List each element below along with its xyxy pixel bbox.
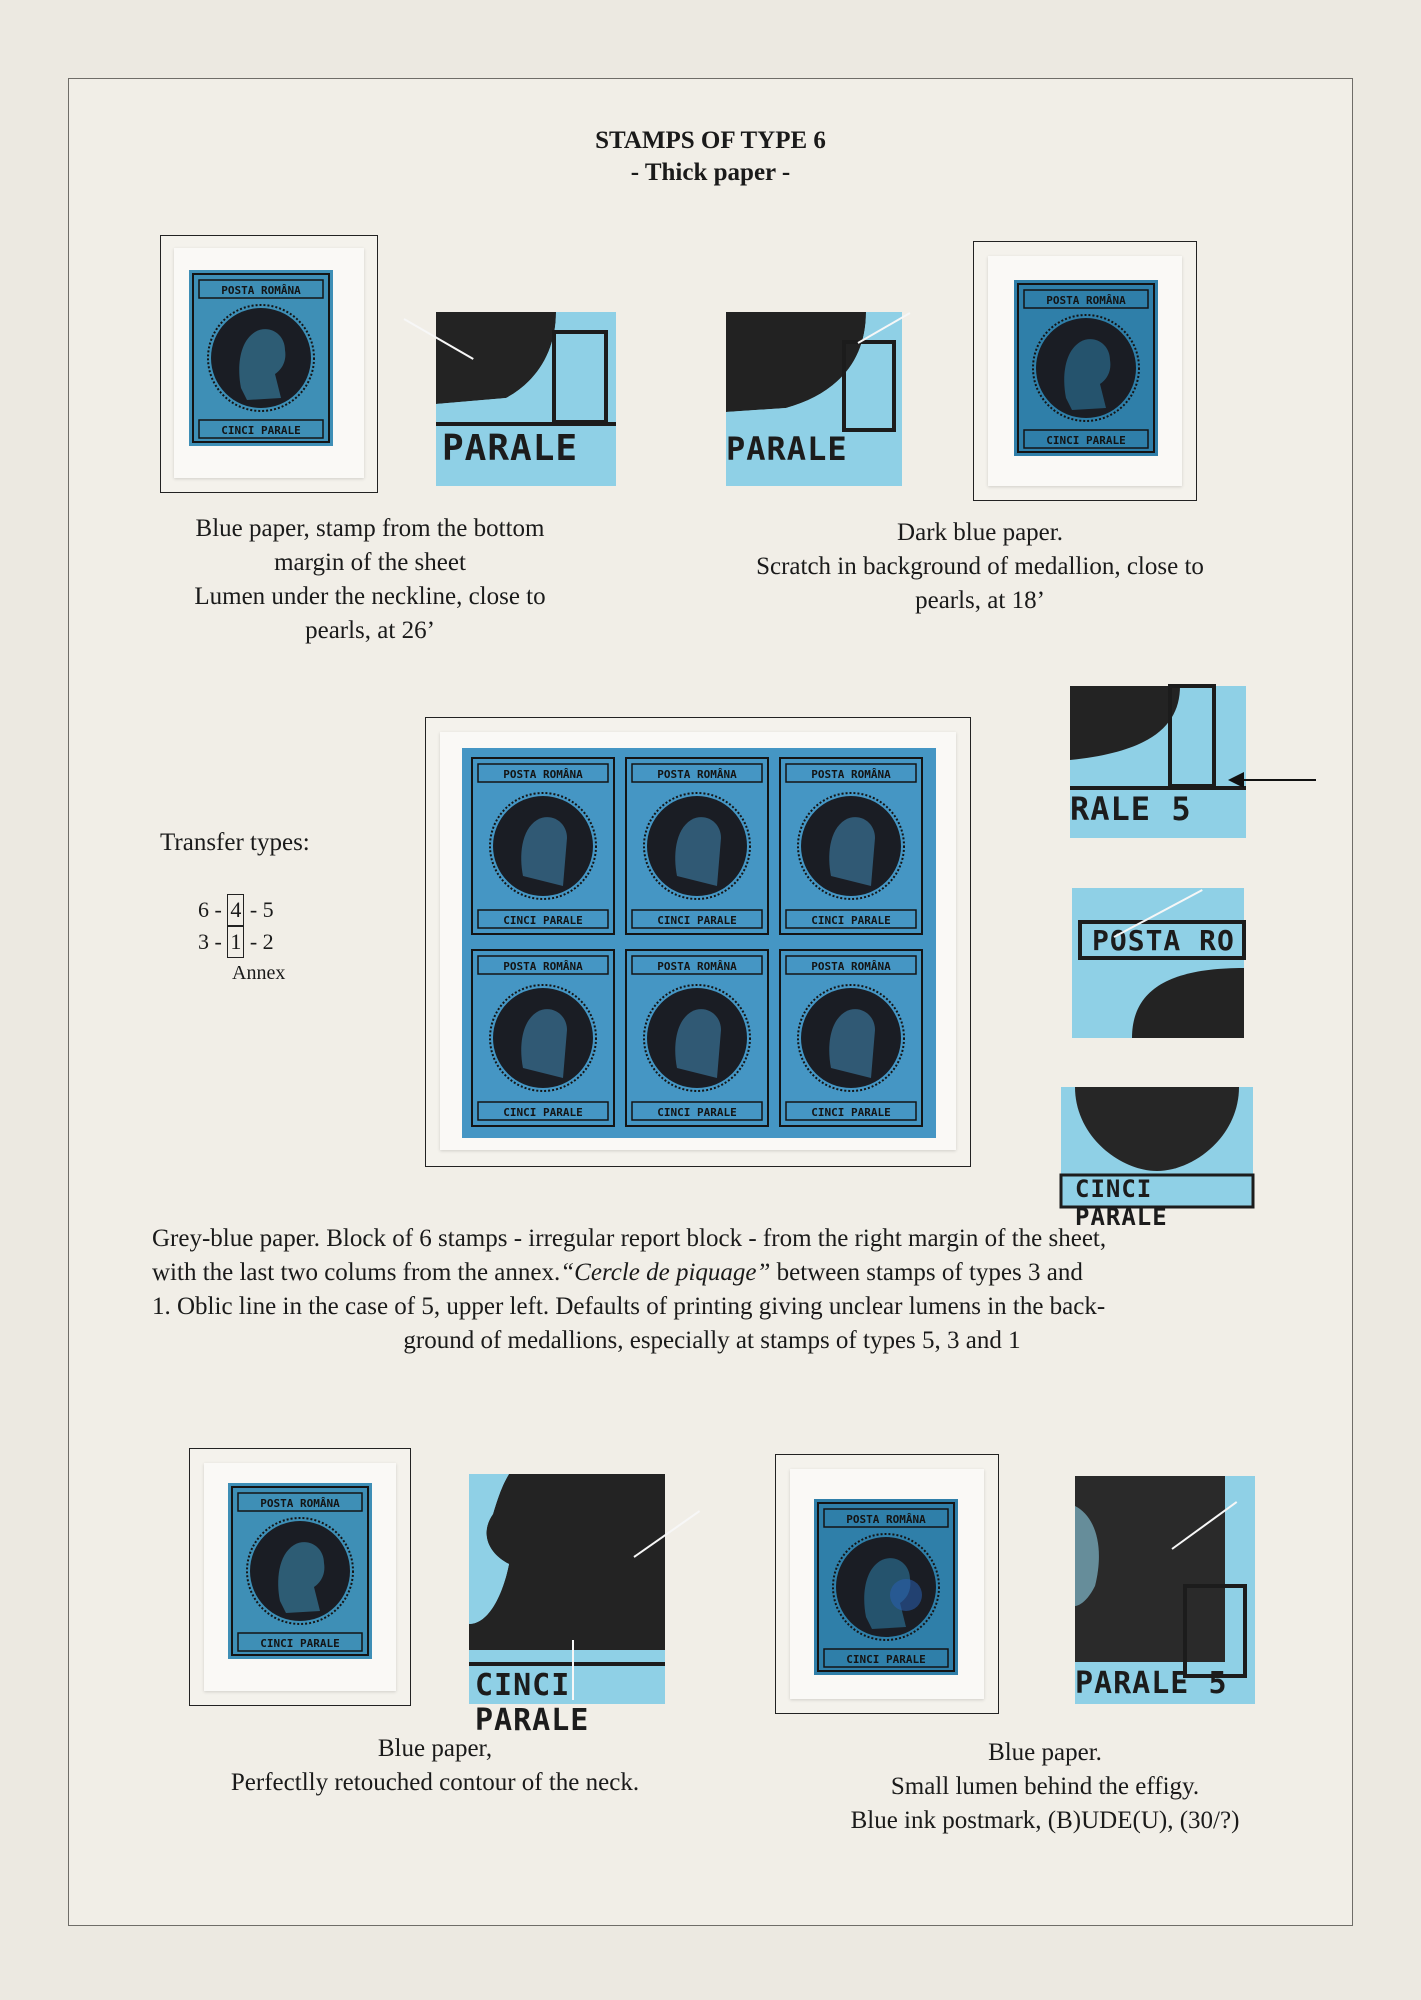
zoom-detail-icon (1072, 888, 1244, 1038)
block-stamp-top-text: POSTA ROMÂNA (503, 960, 583, 973)
transfer-cell: - 5 (249, 897, 274, 922)
stamp-top-right (1014, 280, 1158, 456)
caption-block (152, 1222, 1272, 1358)
stamp-bottom-text: CINCI PARALE (846, 1653, 926, 1666)
caption-line: Blue paper, (377, 1735, 493, 1762)
caption-line: Blue paper, stamp from the bottom (195, 515, 545, 542)
arrow-up-icon (572, 1640, 574, 1700)
transfer-cell-boxed: 4 (227, 894, 244, 926)
caption-bottom-left (185, 1732, 685, 1800)
block-stamp-bottom-text: CINCI PARALE (657, 1106, 737, 1119)
caption-line: pearls, at 18’ (915, 587, 1045, 614)
block-stamp-bottom-text: CINCI PARALE (811, 1106, 891, 1119)
title-text: STAMPS OF TYPE 6 (595, 127, 826, 154)
stamp-top-text: POSTA ROMÂNA (846, 1513, 926, 1526)
block-stamp (780, 758, 922, 934)
caption-line: Dark blue paper. (897, 519, 1063, 546)
block-stamp (626, 758, 768, 934)
caption-line: Perfectlly retouched contour of the neck. (230, 1769, 640, 1796)
block-stamp-top-text: POSTA ROMÂNA (811, 768, 891, 781)
stamp-block (462, 748, 936, 1138)
stamp-design-icon (228, 1483, 372, 1659)
zoom-parale-text: PARALE (442, 428, 579, 469)
caption-line: Lumen under the neckline, close to (194, 583, 546, 610)
stamp-mount-bottom-right (775, 1454, 999, 1714)
zoom-parale-label: PARALE (1075, 1666, 1190, 1701)
zoom-medallion-lumens (1061, 1087, 1253, 1231)
caption-fragment: with the last two colums from the annex. (152, 1259, 561, 1286)
zoom-retouched-neck (469, 1474, 665, 1738)
zoom-lumen-behind-effigy (1075, 1476, 1255, 1704)
stamp-design-icon (189, 270, 333, 446)
block-stamp-bottom-text: CINCI PARALE (503, 1106, 583, 1119)
zoom-rale-text (1070, 790, 1192, 828)
stamp-design-icon (1014, 280, 1158, 456)
block-mount (425, 717, 971, 1167)
stamp-mount-top-right (973, 241, 1197, 501)
caption-bottom-right (790, 1736, 1300, 1838)
caption-line: Blue ink postmark, (B)UDE(U), (30/?) (850, 1807, 1240, 1834)
stamp-design-icon (814, 1499, 958, 1675)
block-stamp-bottom-text: CINCI PARALE (503, 914, 583, 927)
block-stamp (626, 950, 768, 1126)
caption-line: Blue paper. (988, 1739, 1102, 1766)
caption-italic: “Cercle de piquage” (560, 1259, 771, 1286)
transfer-row (198, 894, 274, 926)
stamp-top-text: POSTA ROMÂNA (260, 1497, 340, 1510)
transfer-grid (198, 894, 274, 958)
transfer-types-label: Transfer types: (160, 829, 310, 856)
caption-line (152, 1256, 1272, 1290)
caption-line: Small lumen behind the effigy. (890, 1773, 1200, 1800)
transfer-cell-boxed: 1 (227, 926, 244, 958)
stamp-bottom-text: CINCI PARALE (260, 1637, 340, 1650)
caption-line: pearls, at 26’ (305, 617, 435, 644)
transfer-cell: 3 - (198, 929, 222, 954)
zoom-cinci-parale-text: CINCI PARALE (475, 1668, 590, 1738)
arrowhead-icon (1228, 772, 1244, 788)
stamp-top-left (189, 270, 333, 446)
subtitle-text: - Thick paper - (630, 159, 791, 186)
block-stamp-top-text: POSTA ROMÂNA (657, 960, 737, 973)
block-stamp (472, 950, 614, 1126)
zoom-cinci-parale-text: CINCI PARALE (1075, 1175, 1168, 1231)
caption-line: margin of the sheet (274, 549, 466, 576)
caption-line: Scratch in background of medallion, close to (756, 553, 1204, 580)
stamp-bottom-text: CINCI PARALE (221, 424, 301, 437)
zoom-parale-text: PARALE (726, 430, 848, 468)
caption-fragment: between stamps of types 3 and (770, 1259, 1083, 1286)
block-stamp-top-text: POSTA ROMÂNA (503, 768, 583, 781)
block-stamp-bottom-text: CINCI PARALE (811, 914, 891, 927)
zoom-scratch-medallion (726, 312, 902, 486)
stamp-bottom-right (814, 1499, 958, 1675)
zoom-rale-label: RALE (1070, 790, 1152, 828)
transfer-cell: - 2 (249, 929, 274, 954)
transfer-row (198, 926, 274, 958)
page-title (0, 125, 1421, 189)
stamp-bottom-text: CINCI PARALE (1046, 434, 1126, 447)
stamp-bottom-left (228, 1483, 372, 1659)
block-stamp-bottom-text: CINCI PARALE (657, 914, 737, 927)
caption-line: ground of medallions, especially at stamps of types 5, 3 and 1 (403, 1327, 1021, 1354)
block-stamp-top-text: POSTA ROMÂNA (811, 960, 891, 973)
stamp-top-text: POSTA ROMÂNA (221, 284, 301, 297)
zoom-five-label: 5 (1208, 1666, 1228, 1701)
block-stamp (780, 950, 922, 1126)
zoom-parale-five-text (1075, 1666, 1228, 1701)
stamp-block-icon (462, 748, 936, 1138)
zoom-lumen-neckline (436, 312, 616, 486)
caption-top-right (700, 516, 1260, 618)
caption-line: 1. Oblic line in the case of 5, upper left. Defaults of printing giving unclear lumens in the back- (152, 1293, 1106, 1320)
stamp-mount-top-left (160, 235, 378, 493)
block-stamp (472, 758, 614, 934)
caption-line: Grey-blue paper. Block of 6 stamps - irregular report block - from the right margin of the sheet, (152, 1225, 1107, 1252)
zoom-five-label: 5 (1171, 790, 1192, 828)
zoom-posta-ro (1072, 888, 1244, 1038)
transfer-cell: 6 - (198, 897, 222, 922)
stamp-mount-bottom-left (189, 1448, 411, 1706)
stamp-top-text: POSTA ROMÂNA (1046, 294, 1126, 307)
zoom-type-5-oblic (1070, 686, 1246, 838)
annex-label: Annex (232, 962, 286, 984)
zoom-posta-ro-text: POSTA RO (1092, 924, 1235, 957)
block-stamp-top-text: POSTA ROMÂNA (657, 768, 737, 781)
caption-top-left (155, 512, 585, 648)
